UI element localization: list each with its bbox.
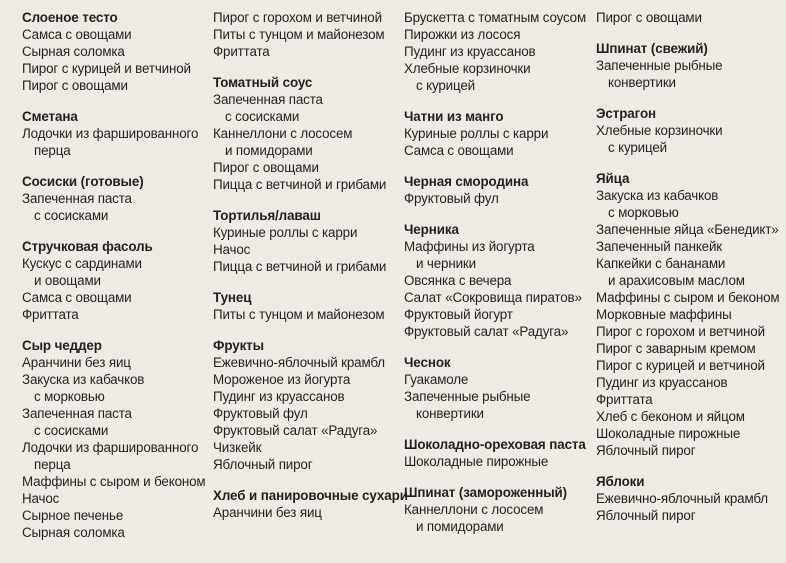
index-section-continued (404, 9, 592, 94)
recipe-item-continuation: и черники (416, 256, 476, 271)
recipe-item: Пирожки из лосося (404, 27, 521, 42)
section-heading: Сосиски (готовые) (22, 174, 144, 189)
recipe-item: Фриттата (213, 44, 270, 59)
recipe-item: Лодочки из фаршированного (22, 126, 199, 141)
recipe-item: Запеченная паста (213, 92, 323, 107)
recipe-item: Хлебные корзиночки (596, 123, 723, 138)
recipe-item: Начос (22, 491, 60, 506)
section-heading: Хлеб и панировочные сухари (213, 488, 408, 503)
recipe-item-continuation: с курицей (416, 78, 475, 93)
recipe-item: Куриные роллы с карри (213, 225, 358, 240)
recipe-item: Пирог с горохом и ветчиной (596, 324, 765, 339)
section-heading: Фрукты (213, 338, 264, 353)
recipe-item: Пирог с заварным кремом (596, 341, 756, 356)
recipe-item: Куриные роллы с карри (404, 126, 549, 141)
recipe-item: Сырная соломка (22, 525, 125, 540)
column-2 (213, 9, 408, 535)
recipe-item: Ежевично-яблочный крамбл (596, 491, 768, 506)
recipe-item: Пицца с ветчиной и грибами (213, 259, 387, 274)
recipe-item-continuation: и помидорами (225, 143, 313, 158)
recipe-item: Фруктовый йогурт (404, 307, 513, 322)
section-heading: Сыр чеддер (22, 338, 102, 353)
recipe-item-continuation: с морковью (608, 205, 679, 220)
index-section (213, 74, 401, 193)
recipe-item: Закуска из кабачков (22, 372, 145, 387)
recipe-item: Шоколадные пирожные (596, 426, 741, 441)
index-section (404, 354, 592, 422)
recipe-item: Самса с овощами (404, 143, 514, 158)
section-heading: Черная смородина (404, 174, 529, 189)
section-heading: Шоколадно-ореховая паста (404, 437, 586, 452)
recipe-item: Хлеб с беконом и яйцом (596, 409, 745, 424)
recipe-item: Маффины с сыром и беконом (22, 474, 206, 489)
recipe-item: Самса с овощами (22, 27, 132, 42)
recipe-item-continuation: перца (34, 457, 71, 472)
recipe-item: Фруктовый салат «Радуга» (404, 324, 569, 339)
recipe-item: Пирог с овощами (213, 160, 319, 175)
recipe-item-continuation: конвертики (608, 75, 676, 90)
recipe-item: Фриттата (596, 392, 653, 407)
index-section (404, 108, 592, 159)
recipe-item: Пирог с горохом и ветчиной (213, 10, 382, 25)
recipe-item: Каннеллони с лососем (404, 502, 544, 517)
recipe-item: Фруктовый фул (213, 406, 308, 421)
section-heading: Шпинат (свежий) (596, 41, 708, 56)
recipe-item: Чизкейк (213, 440, 262, 455)
recipe-item: Пудинг из круассанов (213, 389, 345, 404)
recipe-item: Пирог с курицей и ветчиной (22, 61, 191, 76)
recipe-item-continuation: с сосисками (225, 109, 300, 124)
recipe-item: Сырная соломка (22, 44, 125, 59)
recipe-item: Капкейки с бананами (596, 256, 726, 271)
recipe-item: Аранчини без яиц (213, 505, 322, 520)
index-section (213, 289, 401, 323)
recipe-item: Запеченные рыбные (596, 58, 723, 73)
recipe-item: Пудинг из круассанов (596, 375, 728, 390)
recipe-item: Яблочный пирог (213, 457, 313, 472)
index-section (22, 173, 210, 224)
index-section-continued (596, 9, 782, 26)
section-heading: Яйца (596, 171, 630, 186)
column-4 (596, 9, 782, 538)
recipe-item: Запеченные яйца «Бенедикт» (596, 222, 779, 237)
recipe-item: Шоколадные пирожные (404, 454, 549, 469)
index-section (404, 484, 592, 535)
recipe-item: Кускус с сардинами (22, 256, 142, 271)
recipe-item: Фруктовый фул (404, 191, 499, 206)
recipe-item: Мороженое из йогурта (213, 372, 351, 387)
section-heading: Чатни из манго (404, 109, 504, 124)
recipe-item: Лодочки из фаршированного (22, 440, 199, 455)
recipe-item-continuation: перца (34, 143, 71, 158)
section-heading: Эстрагон (596, 106, 657, 121)
recipe-item: Запеченные рыбные (404, 389, 531, 404)
recipe-item: Сырное печенье (22, 508, 124, 523)
recipe-item: Начос (213, 242, 251, 257)
recipe-item-continuation: и помидорами (416, 519, 504, 534)
recipe-item: Морковные маффины (596, 307, 732, 322)
recipe-item: Маффины с сыром и беконом (596, 290, 780, 305)
index-section (596, 170, 782, 459)
recipe-item: Запеченный панкейк (596, 239, 723, 254)
index-section (404, 173, 592, 207)
section-heading: Тунец (213, 290, 252, 305)
section-heading: Сметана (22, 109, 78, 124)
recipe-item: Хлебные корзиночки (404, 61, 531, 76)
recipe-item: Пицца с ветчиной и грибами (213, 177, 387, 192)
section-heading: Томатный соус (213, 75, 313, 90)
index-section (213, 487, 408, 521)
recipe-item: Гуакамоле (404, 372, 469, 387)
recipe-item: Пирог с овощами (22, 78, 128, 93)
index-section (596, 40, 782, 91)
column-1 (22, 9, 210, 555)
recipe-item: Овсянка с вечера (404, 273, 512, 288)
section-heading: Тортилья/лаваш (213, 208, 321, 223)
recipe-item: Самса с овощами (22, 290, 132, 305)
recipe-item-continuation: с курицей (608, 140, 667, 155)
index-section (596, 473, 782, 524)
section-heading: Яблоки (596, 474, 645, 489)
recipe-item: Запеченная паста (22, 191, 132, 206)
recipe-item: Ежевично-яблочный крамбл (213, 355, 385, 370)
section-heading: Шпинат (замороженный) (404, 485, 568, 500)
index-section (22, 108, 210, 159)
recipe-item: Брускетта с томатным соусом (404, 10, 587, 25)
recipe-item: Питы с тунцом и майонезом (213, 307, 385, 322)
recipe-item-continuation: с морковью (34, 389, 105, 404)
index-section (596, 105, 782, 156)
section-heading: Слоеное тесто (22, 10, 118, 25)
recipe-item: Яблочный пирог (596, 443, 696, 458)
recipe-item: Фриттата (22, 307, 79, 322)
section-heading: Черника (404, 222, 459, 237)
recipe-item: Пирог с овощами (596, 10, 702, 25)
recipe-item-continuation: с сосисками (34, 423, 109, 438)
recipe-item-continuation: с сосисками (34, 208, 109, 223)
recipe-item: Яблочный пирог (596, 508, 696, 523)
index-section (213, 337, 401, 473)
recipe-item-continuation: и овощами (34, 273, 101, 288)
index-section (404, 221, 592, 340)
section-heading: Чеснок (404, 355, 451, 370)
index-section (404, 436, 592, 470)
recipe-item: Запеченная паста (22, 406, 132, 421)
recipe-item: Питы с тунцом и майонезом (213, 27, 385, 42)
index-section (22, 238, 210, 323)
recipe-item: Каннеллони с лососем (213, 126, 353, 141)
recipe-item: Салат «Сокровища пиратов» (404, 290, 582, 305)
index-section-continued (213, 9, 401, 60)
recipe-item: Пирог с курицей и ветчиной (596, 358, 765, 373)
index-section (22, 337, 210, 541)
index-section (213, 207, 401, 275)
recipe-item: Фруктовый салат «Радуга» (213, 423, 378, 438)
recipe-item-continuation: и арахисовым маслом (608, 273, 745, 288)
recipe-item: Пудинг из круассанов (404, 44, 536, 59)
recipe-item: Закуска из кабачков (596, 188, 719, 203)
recipe-item: Маффины из йогурта (404, 239, 535, 254)
index-section (22, 9, 210, 94)
column-3 (404, 9, 592, 549)
section-heading: Стручковая фасоль (22, 239, 153, 254)
recipe-item: Аранчини без яиц (22, 355, 131, 370)
recipe-item-continuation: конвертики (416, 406, 484, 421)
